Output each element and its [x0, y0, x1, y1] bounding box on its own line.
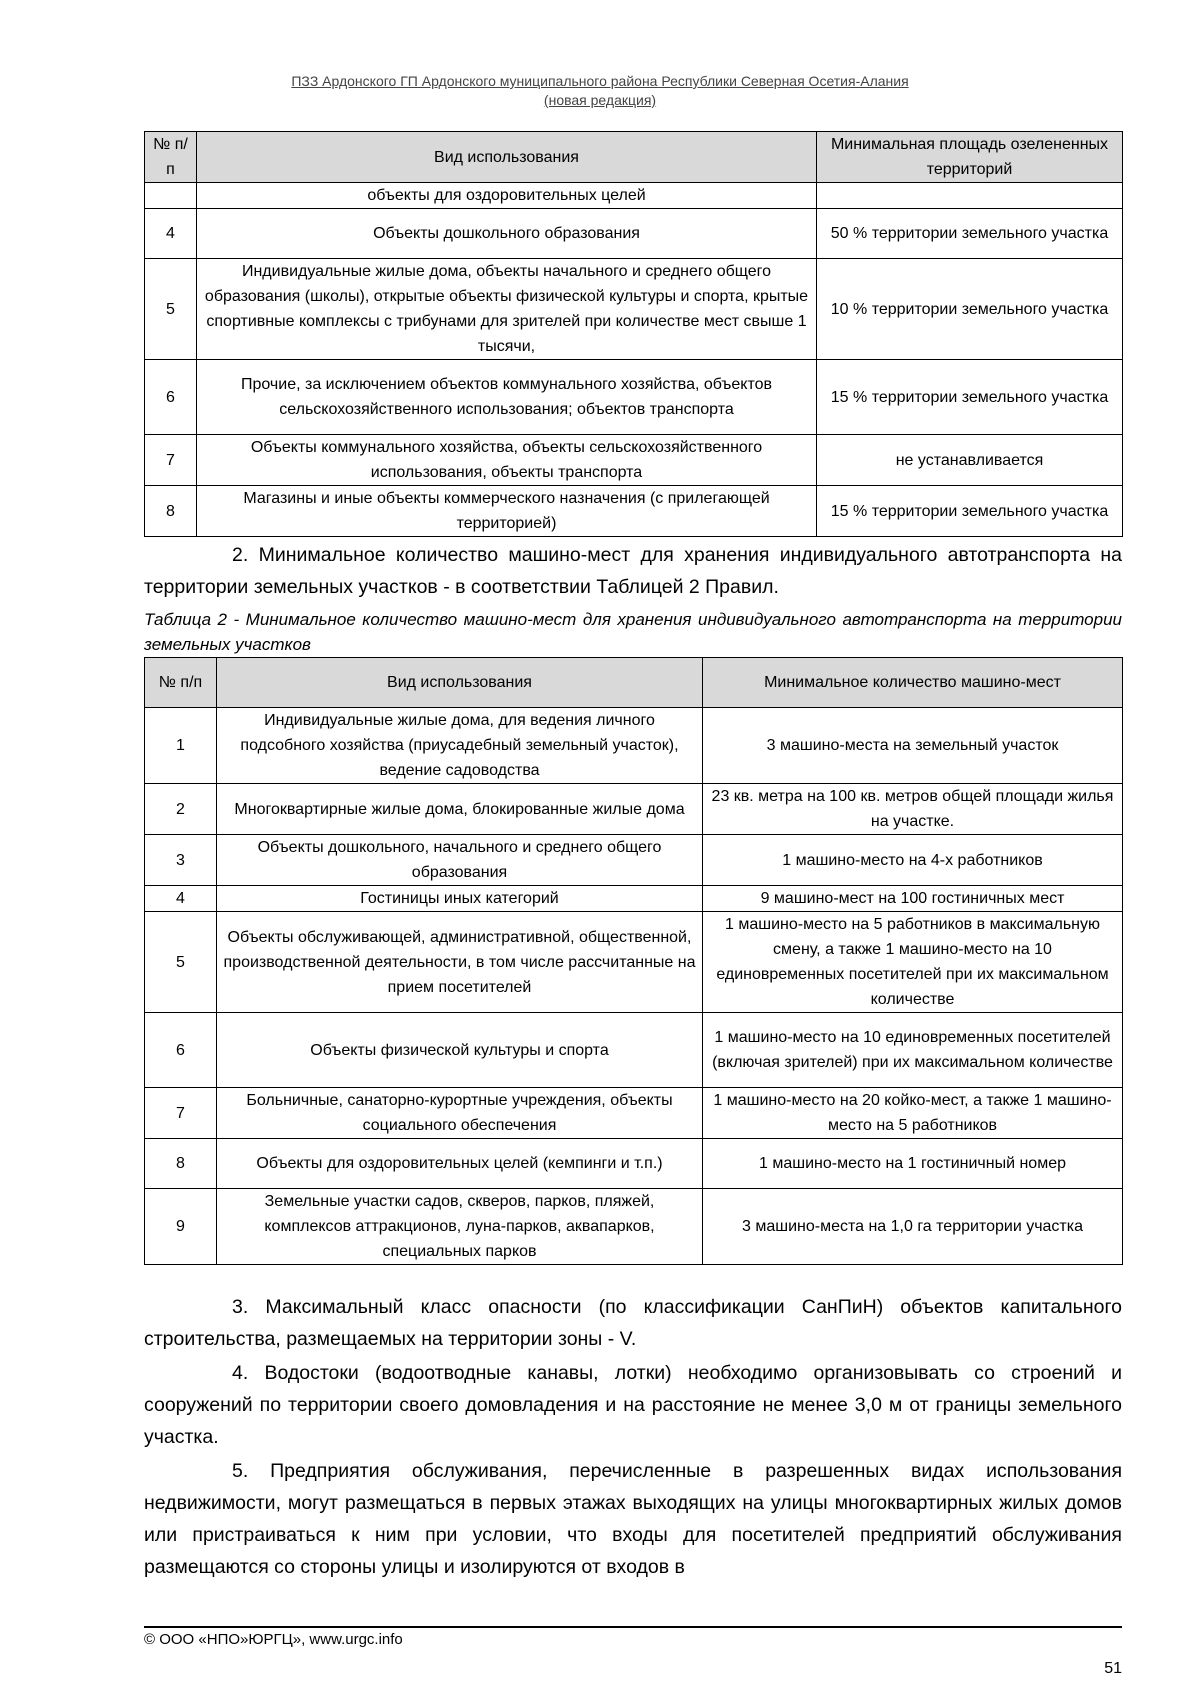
- row-number: 3: [145, 835, 217, 886]
- row-use: Объекты дошкольного образования: [197, 209, 817, 259]
- page-content: [144, 131, 1122, 1583]
- table2-header-value: Минимальное количество машино-мест: [703, 658, 1123, 708]
- paragraph-2: 2. Минимальное количество машино-мест для хранения индивидуального автотранспорта на территории земельных участков - в соответствии Таблицей 2 Правил.: [144, 544, 1122, 598]
- row-use: Объекты коммунального хозяйства, объекты сельскохозяйственного использования, объекты транспорта: [197, 435, 817, 486]
- row-value: [817, 183, 1123, 209]
- table-row: [145, 259, 1123, 360]
- paragraph-5: 5. Предприятия обслуживания, перечисленные в разрешенных видах использования недвижимости, могут размещаться в первых этажах выходящих на улицы многоквартирных жилых домов или пристраиваться к ним при условии, что входы для посетителей предприятий обслуживания размещаются со стороны улицы и изолируются от входов в: [144, 1460, 1122, 1578]
- row-number: 6: [145, 1013, 217, 1088]
- row-value: 1 машино-место на 1 гостиничный номер: [703, 1139, 1123, 1189]
- footer-divider: [144, 1626, 1122, 1628]
- row-value: 1 машино-место на 4-х работников: [703, 835, 1123, 886]
- table-row: [145, 1088, 1123, 1139]
- row-value: 15 % территории земельного участка: [817, 360, 1123, 435]
- row-value: 1 машино-место на 20 койко-мест, а также 1 машино-место на 5 работников: [703, 1088, 1123, 1139]
- table-row: [145, 835, 1123, 886]
- row-use: Магазины и иные объекты коммерческого назначения (с прилегающей территорией): [197, 486, 817, 537]
- row-value: 3 машино-места на земельный участок: [703, 708, 1123, 784]
- table-row: [145, 886, 1123, 912]
- row-number: 7: [145, 1088, 217, 1139]
- row-number: 4: [145, 209, 197, 259]
- row-use: объекты для оздоровительных целей: [197, 183, 817, 209]
- row-number: 5: [145, 259, 197, 360]
- table1-header-num: № п/п: [145, 132, 197, 183]
- table-row: [145, 912, 1123, 1013]
- row-use: Объекты для оздоровительных целей (кемпинги и т.п.): [217, 1139, 703, 1189]
- row-use: Больничные, санаторно-курортные учреждения, объекты социального обеспечения: [217, 1088, 703, 1139]
- table-row: [145, 486, 1123, 537]
- table1-header-value: Минимальная площадь озелененных территорий: [817, 132, 1123, 183]
- row-value: 23 кв. метра на 100 кв. метров общей площади жилья на участке.: [703, 784, 1123, 835]
- header-title: ПЗЗ Ардонского ГП Ардонского муниципального района Республики Северная Осетия-Алания: [291, 73, 909, 89]
- paragraph-4: 4. Водостоки (водоотводные канавы, лотки) необходимо организовывать со строений и сооружений по территории своего домовладения и на расстояние не менее 3,0 м от границы земельного участка.: [144, 1362, 1122, 1448]
- row-number: 8: [145, 486, 197, 537]
- row-value: 10 % территории земельного участка: [817, 259, 1123, 360]
- page-number: 51: [1104, 1660, 1122, 1677]
- row-use: Объекты обслуживающей, административной, общественной, производственной деятельности, в том числе рассчитанные на прием посетителей: [217, 912, 703, 1013]
- row-number: 7: [145, 435, 197, 486]
- row-value: не устанавливается: [817, 435, 1123, 486]
- table2-caption: Таблица 2 - Минимальное количество машино-мест для хранения индивидуального автотранспорта на территории земельных участков: [144, 610, 1122, 654]
- row-use: Земельные участки садов, скверов, парков, пляжей, комплексов аттракционов, луна-парков, аквапарков, специальных парков: [217, 1189, 703, 1265]
- row-number: 6: [145, 360, 197, 435]
- table-row: [145, 708, 1123, 784]
- table2-header-num: № п/п: [145, 658, 217, 708]
- row-value: 3 машино-места на 1,0 га территории участка: [703, 1189, 1123, 1265]
- table-row: [145, 1013, 1123, 1088]
- header-subtitle: (новая редакция): [543, 92, 657, 108]
- row-value: 15 % территории земельного участка: [817, 486, 1123, 537]
- row-number: [145, 183, 197, 209]
- row-number: 2: [145, 784, 217, 835]
- greenery-table: [144, 131, 1123, 537]
- table-row: [145, 183, 1123, 209]
- table-row: [145, 784, 1123, 835]
- row-value: 1 машино-место на 10 единовременных посетителей (включая зрителей) при их максимальном количестве: [703, 1013, 1123, 1088]
- table-row: [145, 1189, 1123, 1265]
- paragraph-3: 3. Максимальный класс опасности (по классификации СанПиН) объектов капитального строительства, размещаемых на территории зоны - V.: [144, 1296, 1122, 1350]
- row-use: Прочие, за исключением объектов коммунального хозяйства, объектов сельскохозяйственного использования; объектов транспорта: [197, 360, 817, 435]
- table2-header-use: Вид использования: [217, 658, 703, 708]
- row-use: Индивидуальные жилые дома, объекты начального и среднего общего образования (школы), открытые объекты физической культуры и спорта, крытые спортивные комплексы с трибунами для зрителей при количестве мест свыше 1 тысячи,: [197, 259, 817, 360]
- table-row: [145, 435, 1123, 486]
- table1-header-use: Вид использования: [197, 132, 817, 183]
- row-value: 1 машино-место на 5 работников в максимальную смену, а также 1 машино-место на 10 единовременных посетителей при их максимальном количестве: [703, 912, 1123, 1013]
- table-row: [145, 1139, 1123, 1189]
- row-number: 8: [145, 1139, 217, 1189]
- page-header: [0, 72, 1200, 110]
- row-number: 5: [145, 912, 217, 1013]
- table-row: [145, 209, 1123, 259]
- row-value: 50 % территории земельного участка: [817, 209, 1123, 259]
- row-use: Объекты физической культуры и спорта: [217, 1013, 703, 1088]
- row-number: 4: [145, 886, 217, 912]
- row-use: Объекты дошкольного, начального и среднего общего образования: [217, 835, 703, 886]
- row-number: 9: [145, 1189, 217, 1265]
- row-use: Гостиницы иных категорий: [217, 886, 703, 912]
- parking-table: [144, 657, 1123, 1265]
- footer-copyright: © ООО «НПО»ЮРГЦ», www.urgc.info: [144, 1631, 403, 1648]
- row-value: 9 машино-мест на 100 гостиничных мест: [703, 886, 1123, 912]
- row-number: 1: [145, 708, 217, 784]
- row-use: Индивидуальные жилые дома, для ведения личного подсобного хозяйства (приусадебный земельный участок), ведение садоводства: [217, 708, 703, 784]
- row-use: Многоквартирные жилые дома, блокированные жилые дома: [217, 784, 703, 835]
- table-row: [145, 360, 1123, 435]
